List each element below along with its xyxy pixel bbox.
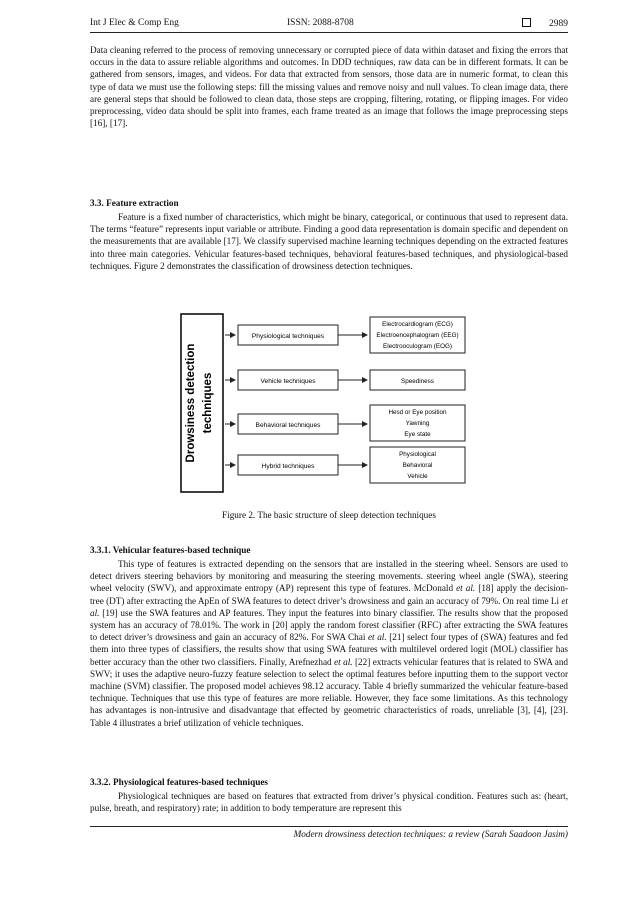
detail-speediness: Speediness — [401, 378, 434, 385]
vehicular-text-part5: [22] extracts vehicular features that is related to SWA and SWV; it uses the adaptive neuro-fuzzy feature selection to select the optimal features before inputting them to the support vector machine (SVM) classifier. The proposed model achieves 98.12 accuracy. Table 4 briefly summarized the vehicular feature-based technique. Techniques that use this type of features are more reliable. However, they face some limitations. As this technology has advantages is non-intrusive and disadvantage that effected by geometric characteristics of roads, unreliable [3], [4], [23]. Table 4 illustrates a brief utilization of vehicle techniques. — [90, 656, 569, 728]
detail-eeg: Electroencephalogram (EEG) — [376, 332, 459, 339]
detail-eog: Electrooculogram (EOG) — [383, 343, 452, 350]
intro-paragraph — [90, 44, 568, 129]
detail-yawning: Yawning — [405, 420, 430, 427]
citation-et-al-4: et al. — [334, 656, 353, 667]
classification-diagram — [180, 313, 540, 493]
running-header — [90, 18, 568, 33]
page-number-group — [522, 18, 568, 29]
checkbox-icon — [522, 18, 531, 27]
citation-et-al-1: et al. — [456, 583, 476, 594]
physiological-text: Physiological techniques are based on features that extracted from driver’s physical condition. Features such as: (heart, pulse, breath, and respiratory) rate; in addition to body temperature are represent this — [90, 791, 568, 814]
intro-text: Data cleaning referred to the process of removing unnecessary or corrupted piece of data within dataset and fixing the errors that occurs in the data to assure reliable algorithms and outcomes. In DDD techniques, raw data can be in different formats. It can be gathered from sensors, images, and videos. For data that extracted from sensors, those data are in numeric format, to clean this type of data we must use the following steps: fill the missing values and remove noisy and null values. To clean image data, there are general steps that should be followed to clean data, those steps are cropping, filtering, rotating, or flipping images. For video preprocessing, video data should be split into frames, each frame treated as an image that follows the image preprocessing steps [16], [17]. — [90, 45, 568, 129]
vehicular-text-part2: [18] apply the decision-tree (DT) after extracting the ApEn of SWA features to detect driver’s drowsiness and gain an accuracy of 79%. On real time Li — [90, 583, 569, 606]
issn: ISSN: 2088-8708 — [287, 18, 354, 28]
vehicular-text-part4: [21] select four types of (SWA) features and fed them into three types of classifiers, the results show that using SWA features with multilevel ordered logit (MOL) classifier has better accuracy than the other two classifiers. Finally, Arefnezhad — [90, 632, 568, 667]
figure-caption: Figure 2. The basic structure of sleep detection techniques — [222, 510, 436, 520]
section-heading-3-3-2: 3.3.2. Physiological features-based techniques — [90, 777, 268, 787]
page-number: 2989 — [549, 19, 568, 29]
citation-et-al-3: et al. — [367, 632, 387, 643]
detail-head-eye-position: Hesd or Eye position — [388, 409, 447, 416]
feature-extraction-text: Feature is a fixed number of characteristics, which might be binary, categorical, or continuous that used to represent data. The terms “feature” represents input variable or attribute. Finding a good data representation is domain specific and dependent on the measurements that are available [17]. We classify supervised machine learning techniques depending on the extracted features into three main categories. Vehicular features-based techniques, behavioral features-based techniques, and physiological-based techniques. Figure 2 demonstrates the classification of drowsiness detection techniques. — [90, 212, 568, 271]
vehicular-text — [90, 558, 568, 729]
category-label-physiological: Physiological techniques — [251, 333, 325, 340]
vehicular-paragraph — [90, 558, 568, 729]
citation-et-al-2: et al. — [90, 595, 568, 618]
detail-ecg: Electrocardiogram (ECG) — [382, 321, 453, 328]
vehicular-text-part3: [19] use the SWA features and AP features. They input the features into binary classifier. The results show that the proposed system has an accuracy of 78.01%. The work in [20] apply the random forest classifier (RFC) after extracting the SWA features to detect driver’s drowsiness and gain an accuracy of 82%. For SWA Chai — [90, 607, 568, 643]
detail-eye-state: Eye state — [404, 431, 431, 438]
category-label-behavioral: Behavioral techniques — [255, 422, 321, 429]
detail-vehicle: Vehicle — [407, 473, 428, 480]
category-label-hybrid: Hybrid techniques — [261, 463, 315, 470]
figure-2 — [180, 313, 540, 493]
detail-behavioral: Behavioral — [402, 462, 433, 469]
root-label-line1: Drowsiness detection — [185, 343, 197, 463]
section-heading-3-3-1: 3.3.1. Vehicular features-based technique — [90, 545, 251, 555]
detail-physiological: Physiological — [399, 451, 436, 458]
feature-extraction-paragraph — [90, 211, 568, 272]
physiological-paragraph — [90, 790, 568, 814]
category-label-vehicle: Vehicle techniques — [260, 378, 316, 385]
vehicular-text-part1: This type of features is extracted depending on the sensors that are installed in the steering wheel. Sensors are used to detect drivers steering behaviors by monitoring and measuring the steering movements. steering wheel angle (SWA), steering wheel velocity (SWV), and approximate entropy (AP) represent this type of features. McDonald — [90, 559, 568, 594]
section-heading-3-3: 3.3. Feature extraction — [90, 198, 179, 208]
running-footer: Modern drowsiness detection techniques: a review (Sarah Saadoon Jasim) — [90, 826, 568, 839]
journal-name: Int J Elec & Comp Eng — [90, 18, 179, 28]
root-label-line2: techniques — [202, 372, 214, 434]
